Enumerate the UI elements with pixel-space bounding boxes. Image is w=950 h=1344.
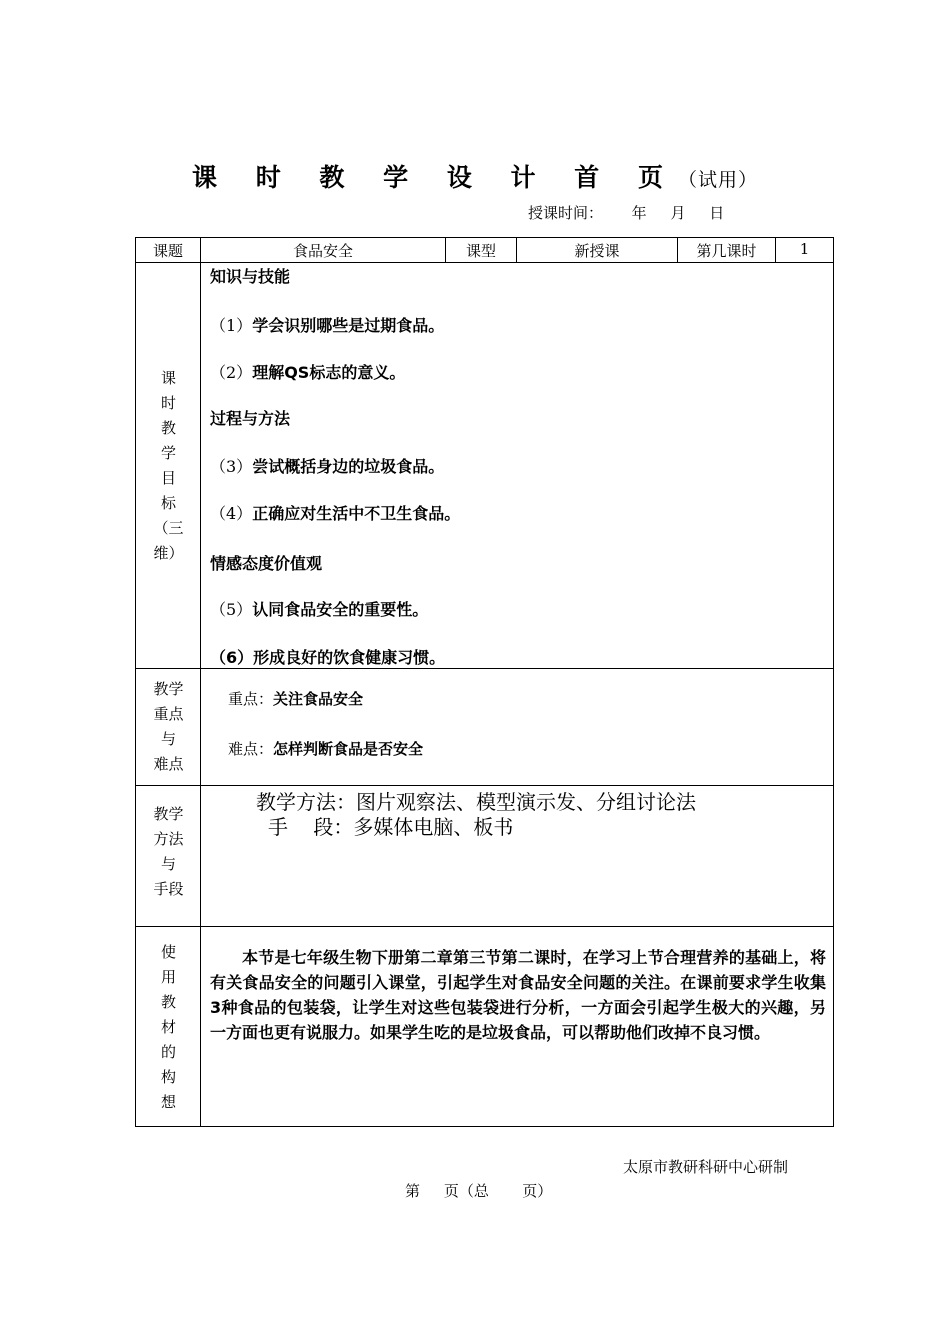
type-value: 新授课 <box>574 242 620 260</box>
label-char: 方法 <box>153 830 184 848</box>
label-char: 教学 <box>153 805 184 823</box>
topic-label: 课题 <box>152 242 183 260</box>
label-char: 构 <box>160 1068 176 1086</box>
key-point-value: 关注食品安全 <box>273 690 364 708</box>
period-label: 第几课时 <box>696 242 757 260</box>
label-char: 时 <box>160 394 176 412</box>
period-value: 1 <box>799 240 810 258</box>
page-title <box>0 158 950 194</box>
objective-number: （1） <box>210 316 253 335</box>
title-text: 课 时 教 学 设 计 首 页 <box>192 163 678 192</box>
label-char: 与 <box>160 855 176 873</box>
label-char: 课 <box>160 369 176 387</box>
row-divider <box>135 926 834 927</box>
objective-number: （2） <box>210 363 253 382</box>
objective-text: 过程与方法 <box>210 409 291 428</box>
objective-text: 形成良好的饮食健康习惯。 <box>253 648 446 667</box>
objective-text: 情感态度价值观 <box>210 554 323 573</box>
footer-org: 太原市教研科研中心研制 <box>623 1158 789 1176</box>
objective-number: （3） <box>210 457 253 476</box>
objectives-label <box>136 366 201 566</box>
label-char: 教 <box>160 993 176 1011</box>
label-char: 材 <box>160 1018 176 1036</box>
label-char: 难点 <box>153 755 184 773</box>
label-char: 与 <box>160 730 176 748</box>
objective-number: （6） <box>210 648 254 667</box>
label-char: 教学 <box>153 680 184 698</box>
label-char: 的 <box>160 1043 176 1061</box>
difficult-point-label: 难点： <box>228 740 274 758</box>
difficult-point-value: 怎样判断食品是否安全 <box>273 740 424 758</box>
type-label: 课型 <box>465 242 496 260</box>
row-divider <box>135 262 834 263</box>
topic-value: 食品安全 <box>292 242 353 260</box>
objective-number: （4） <box>210 504 253 523</box>
label-char: 教 <box>160 419 176 437</box>
objective-heading <box>210 406 290 429</box>
key-points-label <box>136 677 201 777</box>
objective-text: 正确应对生活中不卫生食品。 <box>252 504 461 523</box>
objective-text: 认同食品安全的重要性。 <box>252 600 429 619</box>
concept-text: 本节是七年级生物下册第二章第三节第二课时，在学习上节合理营养的基础上，将有关食品安全的问题引入课堂，引起学生对食品安全问题的关注。在课前要求学生收集3种食品的包装袋，让学生对这些包装袋进行分析，一方面会引起学生极大的兴趣，另一方面也更有说服力。如果学生吃的是垃圾食品，可以帮助他们改掉不良习惯。 <box>210 948 826 1042</box>
teaching-method: 教学方法：图片观察法、模型演示发、分组讨论法 <box>256 790 696 814</box>
label-char: 重点 <box>153 705 184 723</box>
label-char: 维） <box>153 544 184 562</box>
objective-item <box>210 501 460 524</box>
objective-item <box>210 360 405 383</box>
key-point-label: 重点： <box>228 690 274 708</box>
objective-item <box>210 454 444 477</box>
objective-item <box>210 313 444 336</box>
row-divider <box>135 668 834 669</box>
objective-item <box>210 597 428 620</box>
label-char: 使 <box>160 943 176 961</box>
objective-number: （5） <box>210 600 253 619</box>
difficult-point <box>228 738 423 759</box>
objective-heading <box>210 551 322 574</box>
objective-text: 学会识别哪些是过期食品。 <box>252 316 445 335</box>
label-char: 目 <box>160 469 176 487</box>
key-point <box>228 688 363 709</box>
objective-text: 知识与技能 <box>210 267 291 286</box>
label-char: （三 <box>153 519 184 537</box>
label-char: 用 <box>160 968 176 986</box>
concept-label <box>136 940 201 1115</box>
label-char: 想 <box>160 1093 176 1111</box>
footer-page: 第 页（总 页） <box>405 1182 553 1200</box>
objective-text: 理解QS标志的意义。 <box>252 363 406 382</box>
objective-item <box>210 645 445 668</box>
objective-text: 尝试概括身边的垃圾食品。 <box>252 457 445 476</box>
teaching-means: 手 段：多媒体电脑、板书 <box>268 815 514 839</box>
methods-label <box>136 802 201 902</box>
date-line: 授课时间： 年 月 日 <box>528 204 725 222</box>
label-char: 手段 <box>153 880 184 898</box>
title-suffix: （试用） <box>677 169 758 191</box>
label-char: 标 <box>160 494 176 512</box>
label-char: 学 <box>160 444 176 462</box>
objective-heading <box>210 264 290 287</box>
